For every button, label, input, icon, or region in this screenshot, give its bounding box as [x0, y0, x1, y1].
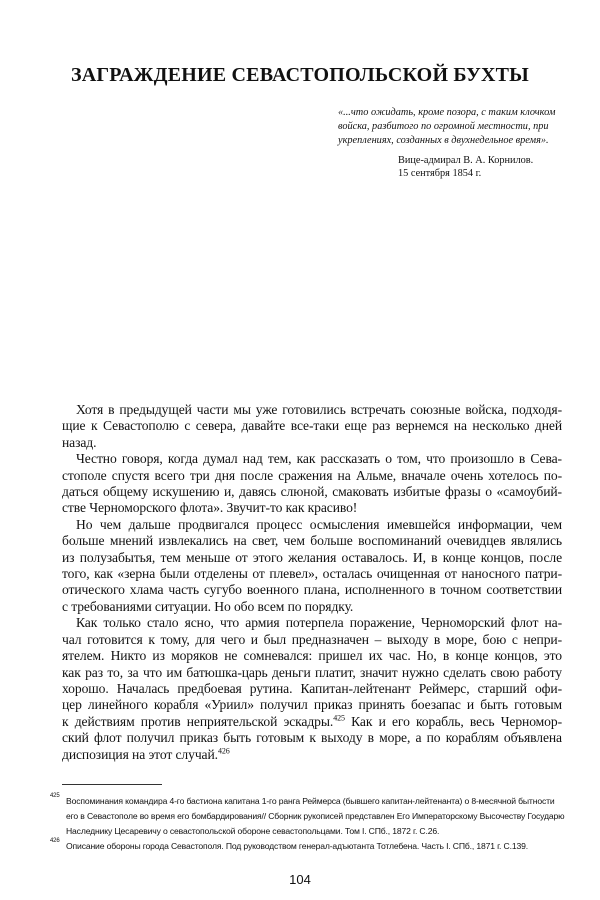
text-line: хорошо. Началась предбоевая рутина. Капитан-лейтенант Реймерс, старший офи-	[62, 680, 562, 696]
text-line: отического хлама часть сугубо военного плана, исполненного в точном соответствии	[62, 582, 562, 598]
text-line: даться общему искушению и, давясь слюной, смаковать избитые фразы о «самоубий-	[62, 484, 562, 500]
text-line: как раз то, за что им батюшка-царь деньги платит, значит нужно сделать свою работу	[62, 664, 562, 680]
paragraph	[62, 517, 562, 615]
text-line	[62, 747, 562, 763]
footnotes	[50, 794, 590, 854]
text-line: больше мнений извлекались на свет, чем больше воспоминаний очевидцев являлись	[62, 533, 562, 549]
text-line: чал готовится к тому, для чего и был предназначен – выходу в море, бою с непри-	[62, 631, 562, 647]
chapter-title: ЗАГРАЖДЕНИЕ СЕВАСТОПОЛЬСКОЙ БУХТЫ	[70, 64, 530, 86]
text-line: из полузабытья, тем меньше от этого желания оставалось. И, в конце концов, после	[62, 549, 562, 565]
text-line: назад.	[62, 434, 97, 450]
footnote-divider	[62, 784, 162, 785]
paragraph	[62, 402, 562, 451]
text-line: Хотя в предыдущей части мы уже готовились встречать союзные войска, подходя-	[76, 402, 562, 417]
footnote-line: Воспоминания командира 4-го бастиона капитана 1-го ранга Реймерса (бывшего капитан-лейтенанта) о 8-месячной бытности	[66, 796, 555, 806]
epigraph-line: «...что ожидать, кроме позора, с таким клочком	[338, 107, 556, 118]
footnote-ref[interactable]: 426	[217, 746, 230, 755]
text-line: цер линейного корабля «Уриил» получил приказ принять боезапас и быть готовым	[62, 697, 562, 713]
text-line: стве Черноморского флота». Звучит-то как красиво!	[62, 500, 358, 516]
text-line: стополе спустя всего три дня после сражения на Альме, вначале очень хотелось по-	[62, 467, 562, 483]
footnote-line: его в Севастополе во время его бомбардирования// Сборник рукописей представлен Его Императорскому Высочеству Государю	[66, 811, 565, 821]
footnote-number: 425	[50, 793, 60, 799]
epigraph-author: Вице-адмирал В. А. Корнилов.	[398, 155, 534, 166]
body-text	[62, 402, 562, 763]
footnote-line: Наследнику Цесаревичу о севастопольской обороне севастопольцами. Том I. СПб., 1872 г. С.26.	[66, 826, 440, 836]
text-line: с требованиями ситуации. Но обо всем по порядку.	[62, 598, 354, 614]
text-line	[62, 714, 562, 730]
footnote-ref[interactable]: 425	[333, 713, 345, 723]
text-line: Но чем дальше продвигался процесс осмысления имевшейся информации, чем	[76, 516, 562, 532]
epigraph-line: укреплениях, созданных в двухнедельное время».	[338, 135, 549, 146]
text-line: Как только стало ясно, что армия потерпела поражение, Черноморский флот на-	[76, 615, 562, 631]
page-number: 104	[289, 872, 311, 887]
paragraph	[62, 451, 562, 517]
text-segment: диспозиция на этот случай.	[62, 746, 218, 762]
text-line: того, как «зерна были отделены от плевел», осталась очищенная от наносного патри-	[62, 566, 562, 582]
text-line: Честно говоря, когда думал над тем, как рассказать о том, что произошло в Сева-	[76, 451, 562, 467]
footnote-number: 426	[50, 838, 60, 844]
text-line: щие к Севастополю с севера, давайте все-таки еще раз вернемся на несколько дней	[62, 418, 562, 434]
epigraph-date: 15 сентября 1854 г.	[398, 168, 482, 179]
footnote	[50, 839, 590, 854]
paragraph	[62, 615, 562, 763]
text-line: ский флот получил приказ быть готовым к выходу в море, а по кораблям объявлена	[62, 730, 562, 746]
epigraph-quote	[338, 106, 588, 148]
footnote	[50, 794, 590, 839]
epigraph-line: войска, разбитого по огромной местности, при	[338, 121, 549, 132]
text-line: ятелем. Никто из моряков не сомневался: пришел их час. Но, в конце концов, это	[62, 648, 562, 664]
footnote-line: Описание обороны города Севастополя. Под руководством генерал-адъютанта Тотлебена. Часть I. СПб., 1871 г. С.139.	[66, 841, 528, 851]
text-segment: к действиям против неприятельской эскадры.	[62, 713, 334, 729]
text-segment: Как и его корабль, весь Черномор-	[344, 713, 562, 729]
epigraph-attribution	[398, 154, 533, 180]
